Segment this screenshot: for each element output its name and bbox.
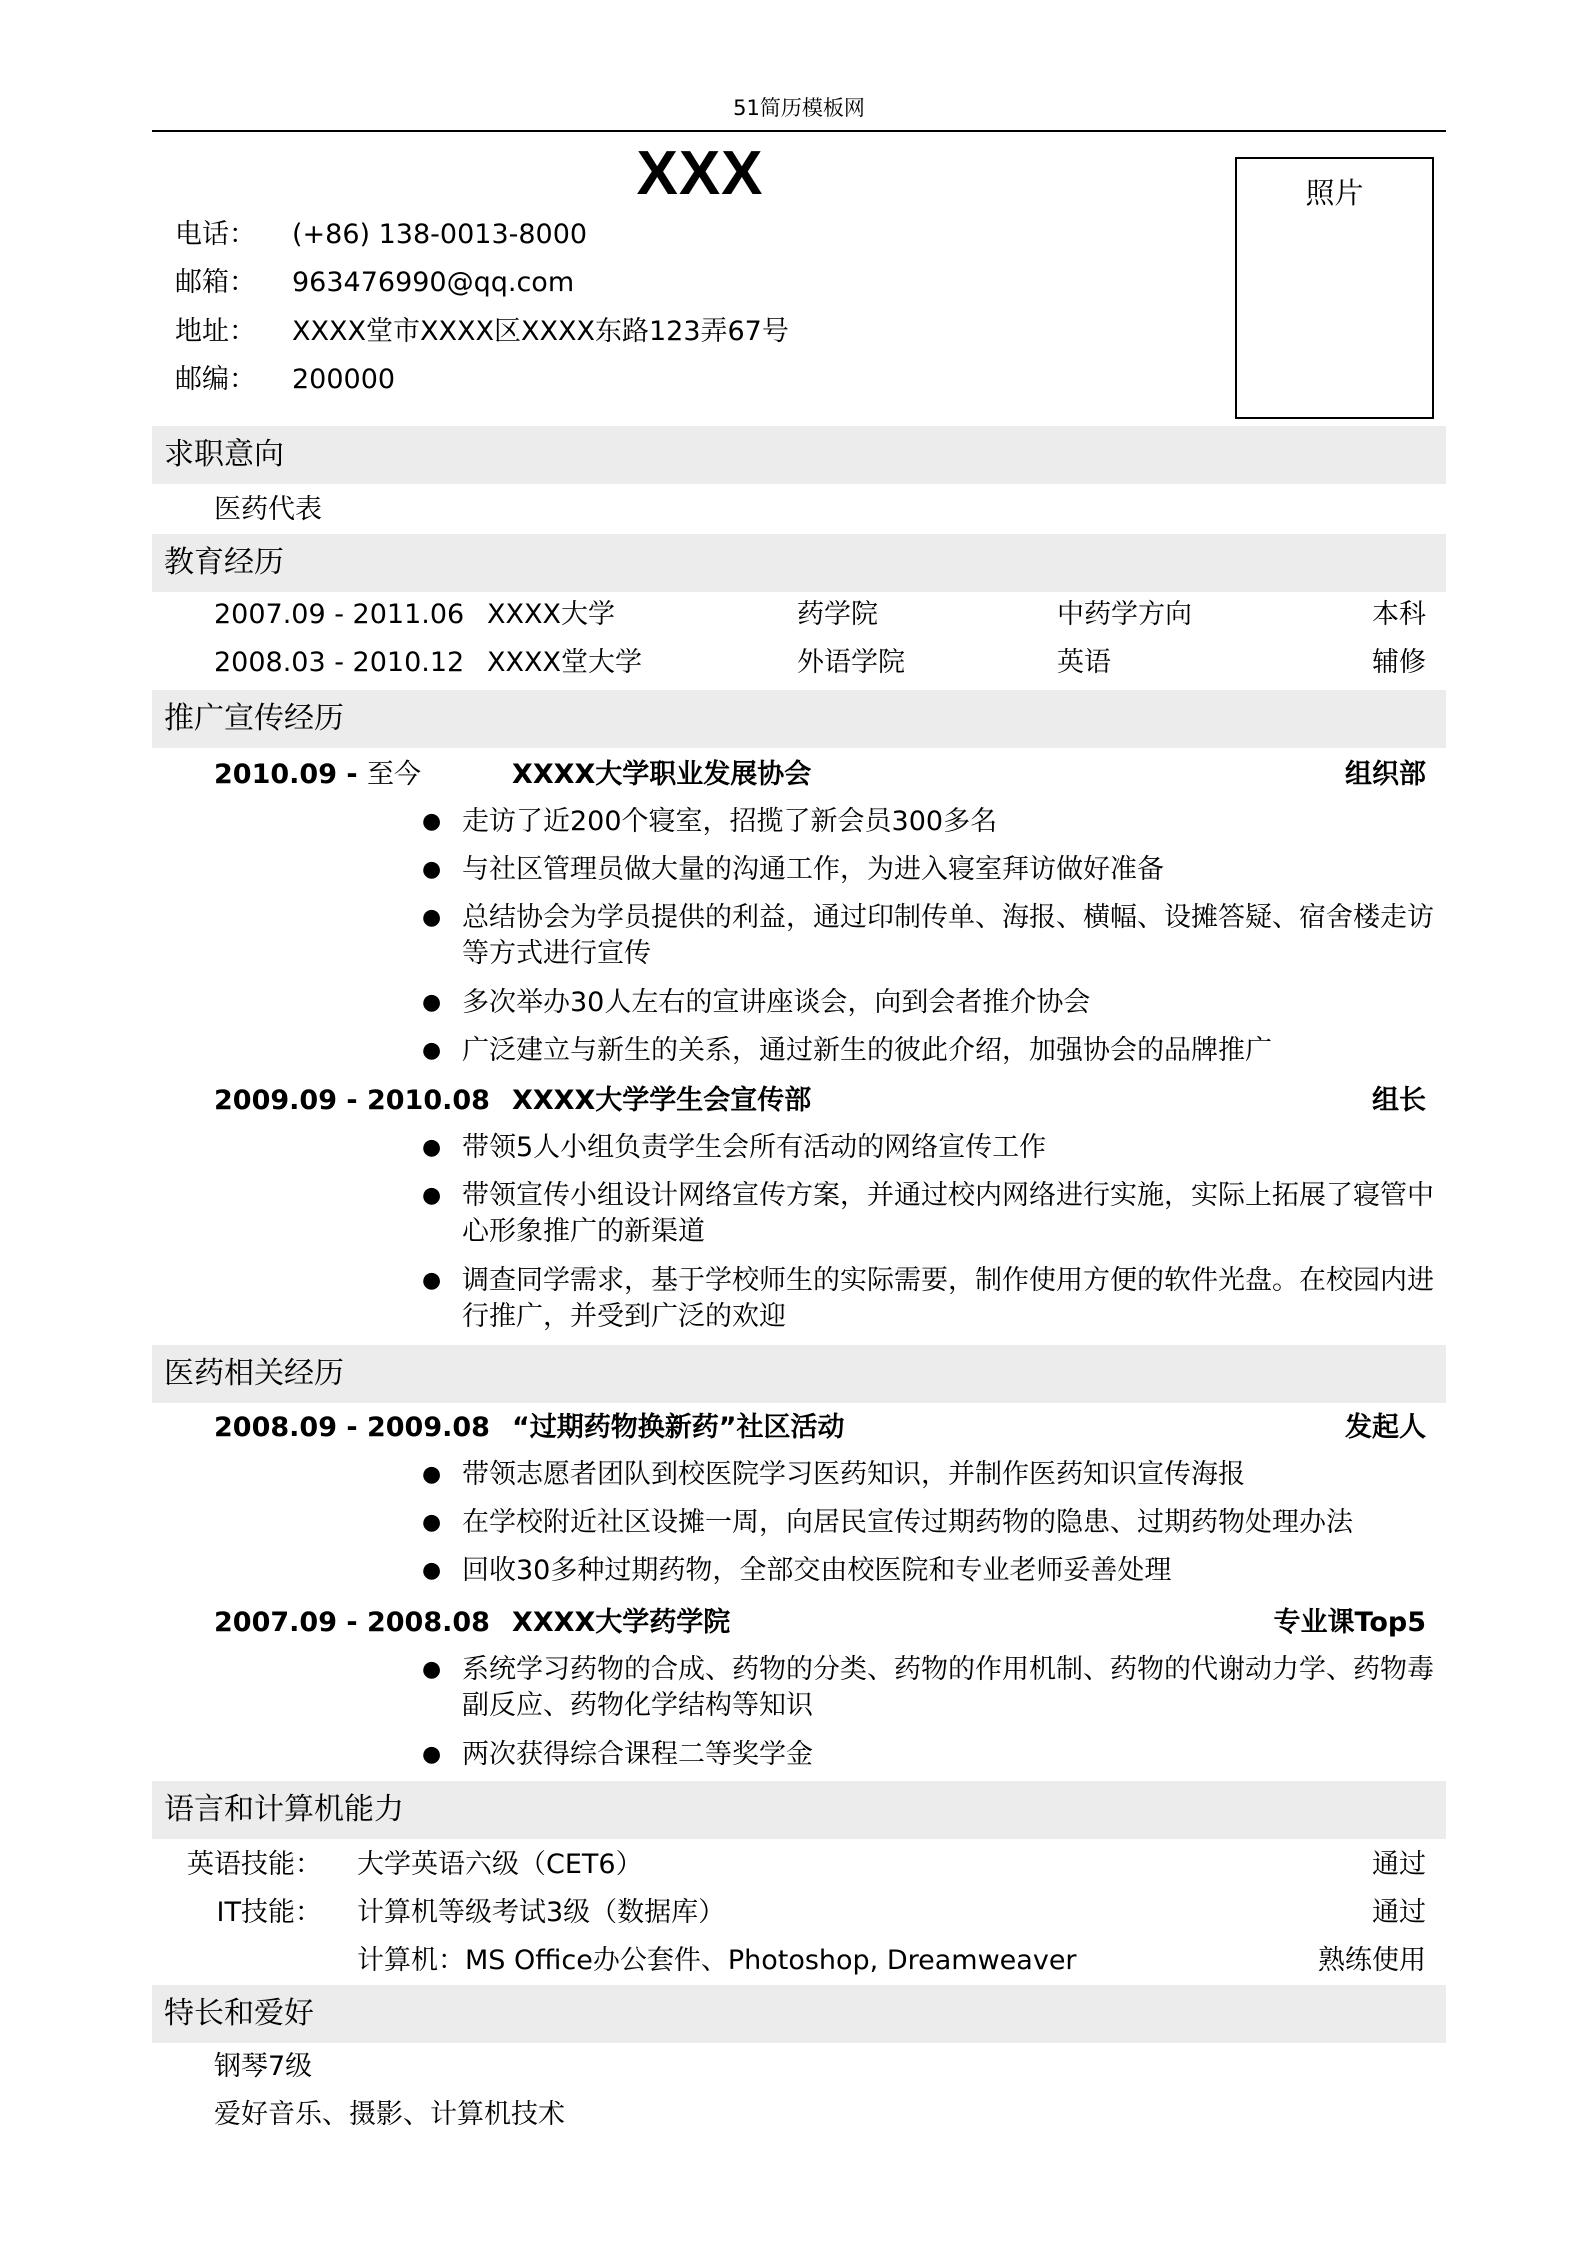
section-title: 医药相关经历	[164, 1356, 344, 1391]
entry-date	[214, 755, 421, 795]
entry-role: 发起人	[1345, 1412, 1426, 1443]
site-header: 51简历模板网	[733, 96, 865, 120]
entry-date-end: 至今	[366, 759, 421, 790]
education-school: XXXX大学	[487, 599, 615, 630]
phone-value: (+86) 138-0013-8000	[292, 219, 588, 250]
bullet-dot: ●	[422, 990, 442, 1015]
contact-label: 电话：	[175, 219, 256, 250]
section-skills	[152, 1781, 1446, 1839]
entry-org: XXXX大学学生会宣传部	[512, 1085, 812, 1116]
contact-email	[175, 263, 574, 303]
address-value: XXXX堂市XXXX区XXXX东路123弄67号	[292, 316, 789, 347]
bullet-item: ● 在学校附近社区设摊一周，向居民宣传过期药物的隐患、过期药物处理办法	[422, 1505, 1446, 1541]
bullet-dot: ●	[422, 1038, 442, 1063]
skill-level: 通过	[1372, 1849, 1426, 1880]
entry-date	[214, 1081, 490, 1121]
bullet-item: ● 带领5人小组负责学生会所有活动的网络宣传工作	[422, 1130, 1446, 1166]
skill-level: 熟练使用	[1318, 1945, 1426, 1976]
bullet-item: ● 回收30多种过期药物，全部交由校医院和专业老师妥善处理	[422, 1553, 1446, 1589]
contact-label: 地址：	[175, 316, 256, 347]
skill-content: 计算机等级考试3级（数据库）	[357, 1897, 726, 1928]
photo-placeholder	[1235, 157, 1434, 419]
hobby-item: 爱好音乐、摄影、计算机技术	[214, 2099, 565, 2130]
education-degree: 辅修	[1372, 647, 1426, 678]
hobby-item: 钢琴7级	[214, 2051, 313, 2082]
section-title: 语言和计算机能力	[164, 1792, 404, 1827]
entry-date	[214, 1603, 490, 1643]
bullet-dot: ●	[422, 1268, 442, 1293]
entry-role: 组织部	[1345, 759, 1426, 790]
objective-text: 医药代表	[214, 494, 322, 525]
bullet-item: ● 调查同学需求，基于学校师生的实际需要，制作使用方便的软件光盘。在校园内进行推广，并受到广泛的欢迎	[422, 1265, 1434, 1332]
skill-label: 英语技能：	[187, 1849, 322, 1880]
entry-org: XXXX大学职业发展协会	[512, 759, 812, 790]
entry-role: 专业课Top5	[1273, 1607, 1426, 1638]
entry-org: XXXX大学药学院	[512, 1607, 731, 1638]
bullet-dot: ●	[422, 1135, 442, 1160]
entry-date-start: 2007.09 - 2008.08	[214, 1607, 490, 1638]
bullet-item: ● 带领宣传小组设计网络宣传方案，并通过校内网络进行实施，实际上拓展了寝管中心形象推广的新渠道	[422, 1180, 1434, 1247]
section-objective	[152, 426, 1446, 484]
bullet-dot: ●	[422, 1183, 442, 1208]
bullet-dot: ●	[422, 905, 442, 930]
contact-zip	[175, 360, 395, 400]
email-value: 963476990@qq.com	[292, 267, 575, 298]
bullet-item: ● 多次举办30人左右的宣讲座谈会，向到会者推介协会	[422, 985, 1446, 1021]
section-title: 求职意向	[164, 437, 284, 472]
contact-label: 邮箱：	[175, 267, 256, 298]
bullet-dot: ●	[422, 1742, 442, 1767]
skill-level: 通过	[1372, 1897, 1426, 1928]
education-date: 2007.09 - 2011.06	[214, 599, 465, 630]
header-divider	[152, 130, 1446, 132]
bullet-item: ● 系统学习药物的合成、药物的分类、药物的作用机制、药物的代谢动力学、药物毒副反应、药物化学结构等知识	[422, 1654, 1434, 1721]
bullet-dot: ●	[422, 1462, 442, 1487]
entry-date	[214, 1408, 490, 1448]
bullet-dot: ●	[422, 857, 442, 882]
section-title: 特长和爱好	[164, 1996, 314, 2031]
entry-role: 组长	[1372, 1085, 1426, 1116]
education-school: XXXX堂大学	[487, 647, 642, 678]
bullet-item: ● 广泛建立与新生的关系，通过新生的彼此介绍，加强协会的品牌推广	[422, 1033, 1446, 1069]
entry-date-start: 2008.09 - 2009.08	[214, 1412, 490, 1443]
contact-address	[175, 312, 789, 352]
photo-label: 照片	[1305, 176, 1364, 210]
bullet-dot: ●	[422, 1657, 442, 1682]
education-college: 药学院	[797, 599, 878, 630]
contact-label: 邮编：	[175, 364, 256, 395]
section-title: 推广宣传经历	[164, 701, 344, 736]
education-major: 中药学方向	[1057, 599, 1192, 630]
bullet-dot: ●	[422, 809, 442, 834]
bullet-dot: ●	[422, 1510, 442, 1535]
section-promotion	[152, 690, 1446, 748]
bullet-item: ● 走访了近200个寝室，招揽了新会员300多名	[422, 804, 1446, 840]
bullet-item: ● 与社区管理员做大量的沟通工作，为进入寝室拜访做好准备	[422, 852, 1446, 888]
education-college: 外语学院	[797, 647, 905, 678]
section-medical	[152, 1345, 1446, 1403]
skill-content: 大学英语六级（CET6）	[357, 1849, 643, 1880]
education-degree: 本科	[1372, 599, 1426, 630]
bullet-item: ● 总结协会为学员提供的利益，通过印制传单、海报、横幅、设摊答疑、宿舍楼走访等方式进行宣传	[422, 902, 1434, 969]
entry-date-start: 2010.09 -	[214, 759, 367, 790]
education-major: 英语	[1057, 647, 1111, 678]
skill-content: 计算机：MS Office办公套件、Photoshop, Dreamweaver	[357, 1945, 1077, 1976]
candidate-name: XXX	[636, 139, 764, 208]
entry-org: “过期药物换新药”社区活动	[512, 1412, 845, 1443]
bullet-item: ● 两次获得综合课程二等奖学金	[422, 1737, 1446, 1773]
zip-value: 200000	[292, 364, 396, 395]
entry-date-start: 2009.09 - 2010.08	[214, 1085, 490, 1116]
section-hobbies	[152, 1985, 1446, 2043]
skill-label: IT技能：	[216, 1897, 322, 1928]
bullet-dot: ●	[422, 1558, 442, 1583]
section-title: 教育经历	[164, 545, 284, 580]
contact-phone	[175, 215, 587, 255]
bullet-item: ● 带领志愿者团队到校医院学习医药知识，并制作医药知识宣传海报	[422, 1457, 1446, 1493]
section-education	[152, 534, 1446, 592]
education-date: 2008.03 - 2010.12	[214, 647, 465, 678]
